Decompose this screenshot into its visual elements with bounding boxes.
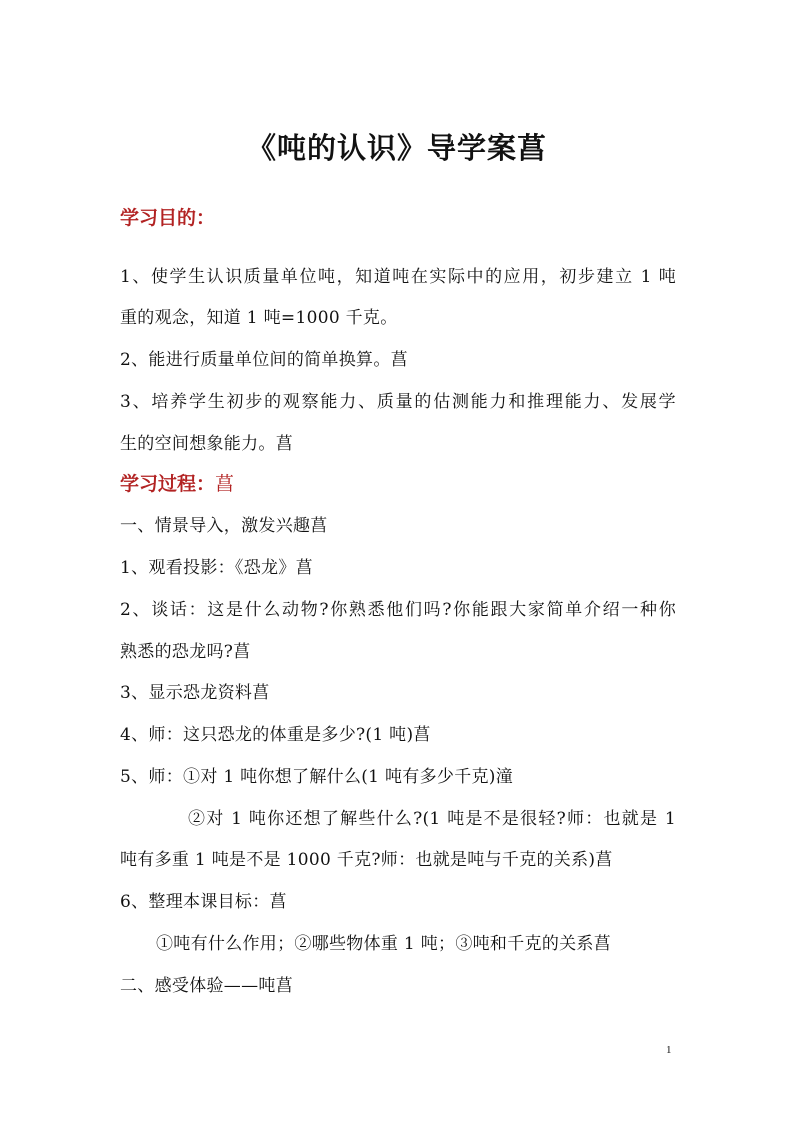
goal-1-line-1: 1、使学生认识质量单位吨，知道吨在实际中的应用，初步建立 1 吨 bbox=[120, 267, 676, 287]
page-title: 《吨的认识》导学案菖 bbox=[246, 131, 547, 165]
goal-1-line-2: 重的观念，知道 1 吨=1000 千克。 bbox=[120, 308, 398, 328]
section-2-title: 二、感受体验——吨菖 bbox=[120, 976, 293, 996]
process-item-5-line-2: ②对 1 吨你还想了解些什么?(1 吨是不是很轻?师：也就是 1 bbox=[188, 809, 676, 829]
process-item-5-line-1: 5、师：①对 1 吨你想了解什么(1 吨有多少千克)潼 bbox=[120, 767, 514, 787]
process-item-2-line-1: 2、谈话：这是什么动物?你熟悉他们吗?你能跟大家简单介绍一种你 bbox=[120, 600, 676, 620]
page-number: 1 bbox=[666, 1044, 672, 1056]
process-item-3: 3、显示恐龙资料菖 bbox=[120, 683, 270, 703]
process-item-2-line-2: 熟悉的恐龙吗?菖 bbox=[120, 642, 251, 662]
process-item-6-detail: ①吨有什么作用；②哪些物体重 1 吨；③吨和千克的关系菖 bbox=[156, 934, 612, 954]
goal-2: 2、能进行质量单位间的简单换算。菖 bbox=[120, 350, 408, 370]
goals-heading: 学习目的： bbox=[120, 207, 216, 229]
section-1-title: 一、情景导入，激发兴趣菖 bbox=[120, 516, 328, 536]
goal-3-line-2: 生的空间想象能力。菖 bbox=[120, 434, 293, 454]
process-heading bbox=[120, 469, 234, 496]
process-heading-label: 学习过程： bbox=[120, 473, 216, 495]
process-heading-tail: 菖 bbox=[215, 473, 235, 495]
process-item-1: 1、观看投影：《恐龙》菖 bbox=[120, 558, 313, 578]
goal-3-line-1: 3、培养学生初步的观察能力、质量的估测能力和推理能力、发展学 bbox=[120, 392, 676, 412]
process-item-4: 4、师：这只恐龙的体重是多少?(1 吨)菖 bbox=[120, 725, 431, 745]
process-item-6: 6、整理本课目标：菖 bbox=[120, 892, 287, 912]
process-item-5-line-3: 吨有多重 1 吨是不是 1000 千克?师：也就是吨与千克的关系)菖 bbox=[120, 850, 613, 870]
